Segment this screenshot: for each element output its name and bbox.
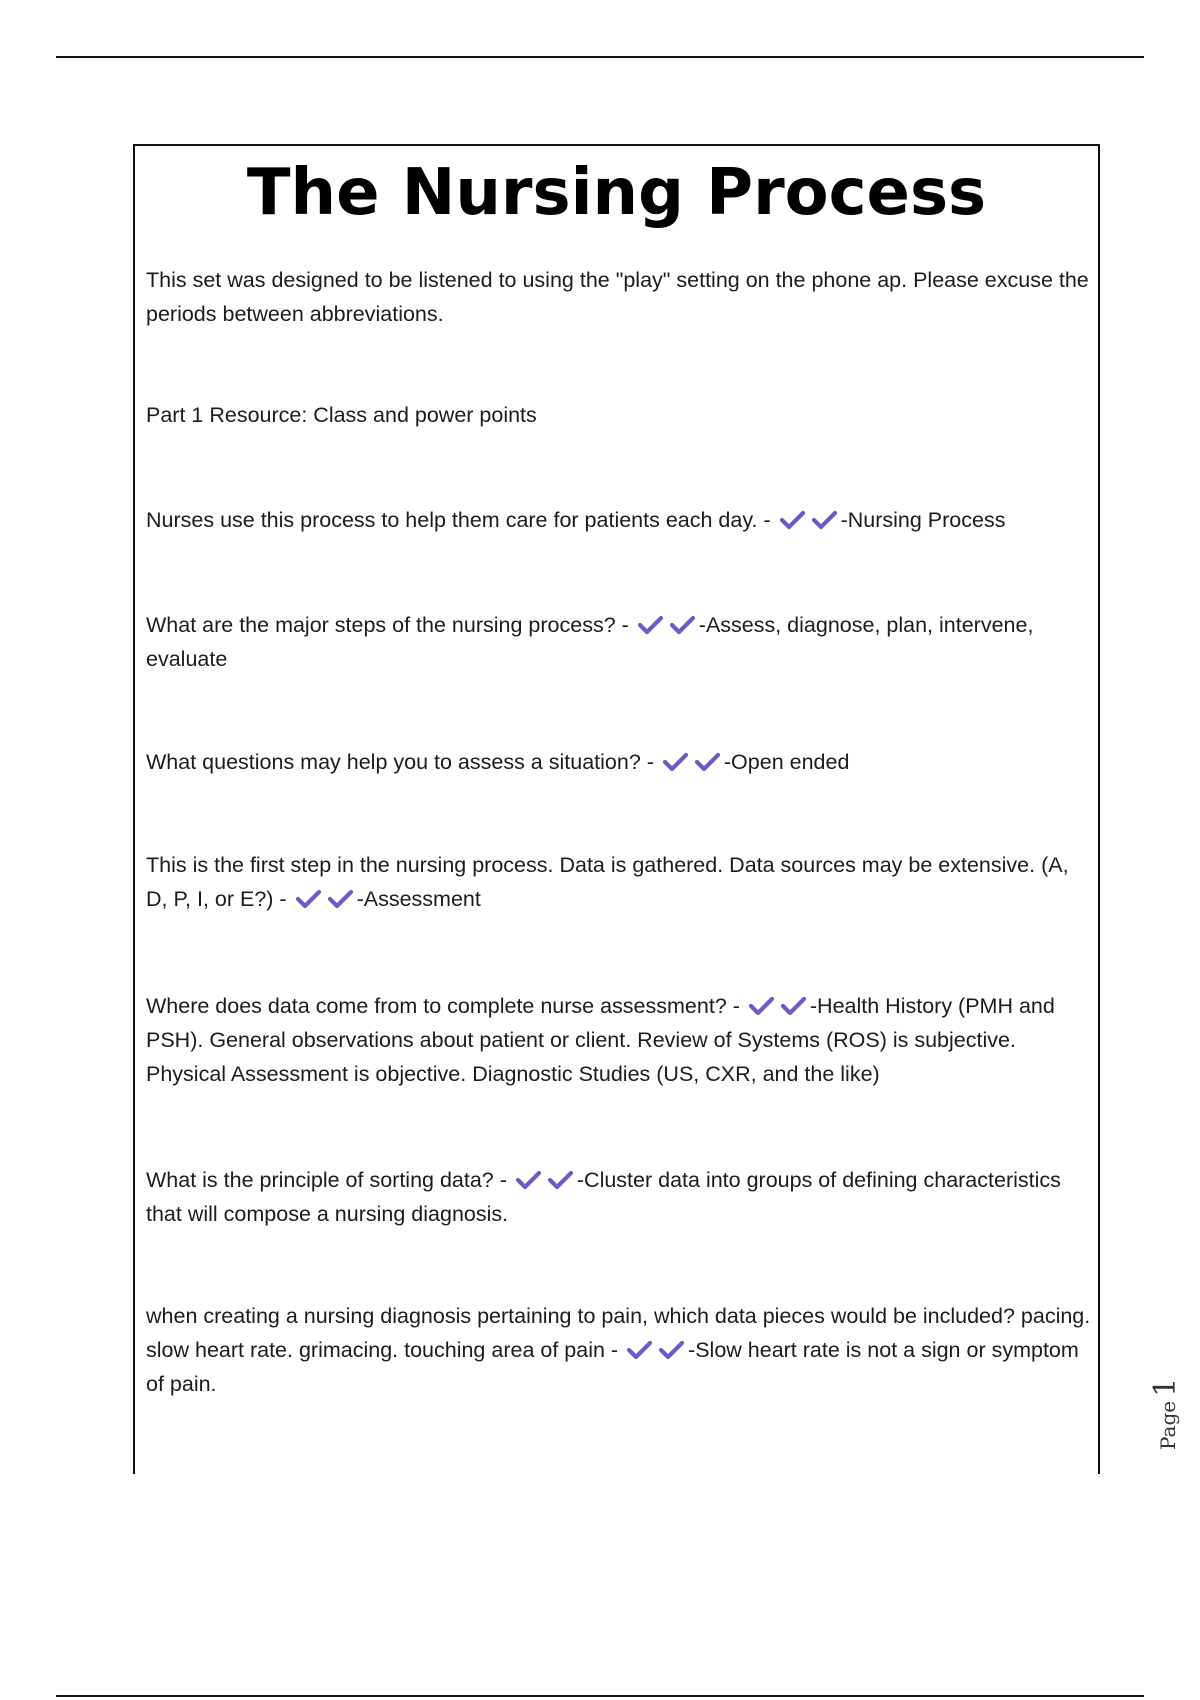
double-check-icon xyxy=(748,994,808,1018)
double-check-icon xyxy=(626,1338,686,1362)
qa-item xyxy=(146,608,1091,676)
qa-question: Where does data come from to complete nurse assessment? - xyxy=(146,994,740,1018)
qa-item xyxy=(146,503,1091,537)
qa-item xyxy=(146,1299,1091,1401)
qa-question: What questions may help you to assess a situation? - xyxy=(146,750,654,774)
qa-answer: -Assessment xyxy=(356,887,481,911)
document-frame xyxy=(133,144,1100,1474)
qa-item xyxy=(146,1163,1091,1231)
page-word: Page xyxy=(1156,1400,1180,1450)
qa-item xyxy=(146,989,1091,1091)
double-check-icon xyxy=(637,613,697,637)
qa-question: What is the principle of sorting data? - xyxy=(146,1168,507,1192)
intro-text: This set was designed to be listened to using the "play" setting on the phone ap. Please excuse the periods between abbreviations. xyxy=(146,268,1089,326)
resource-text: Part 1 Resource: Class and power points xyxy=(146,403,537,427)
double-check-icon xyxy=(515,1168,575,1192)
qa-question: This is the first step in the nursing process. Data is gathered. Data sources may be extensive. (A, D, P, I, or E?) - xyxy=(146,853,1069,911)
footer-rule xyxy=(56,1695,1144,1697)
qa-question: What are the major steps of the nursing process? - xyxy=(146,613,629,637)
document-title: The Nursing Process xyxy=(246,156,987,230)
qa-answer: -Assess, diagnose, plan, intervene, evaluate xyxy=(146,613,1034,671)
qa-item xyxy=(146,848,1091,916)
page-number-label xyxy=(1148,1378,1183,1450)
intro-paragraph xyxy=(146,263,1091,331)
page-number: 1 xyxy=(1148,1377,1183,1397)
resource-line xyxy=(146,398,1091,432)
double-check-icon xyxy=(779,508,839,532)
qa-answer: -Health History (PMH and PSH). General observations about patient or client. Review of Systems (ROS) is subjective. Physical Assessment is objective. Diagnostic Studies (US, CXR, and the like) xyxy=(146,994,1055,1086)
double-check-icon xyxy=(662,750,722,774)
qa-answer: -Cluster data into groups of defining characteristics that will compose a nursing diagnosis. xyxy=(146,1168,1061,1226)
double-check-icon xyxy=(295,887,355,911)
qa-answer: -Open ended xyxy=(723,750,850,774)
qa-answer: -Nursing Process xyxy=(840,508,1006,532)
qa-question: when creating a nursing diagnosis pertaining to pain, which data pieces would be included? pacing. slow heart rate. grimacing. touching area of pain - xyxy=(146,1304,1091,1362)
header-rule xyxy=(56,56,1144,58)
qa-item xyxy=(146,745,1091,779)
qa-question: Nurses use this process to help them care for patients each day. - xyxy=(146,508,771,532)
qa-answer: -Slow heart rate is not a sign or symptom of pain. xyxy=(146,1338,1079,1396)
